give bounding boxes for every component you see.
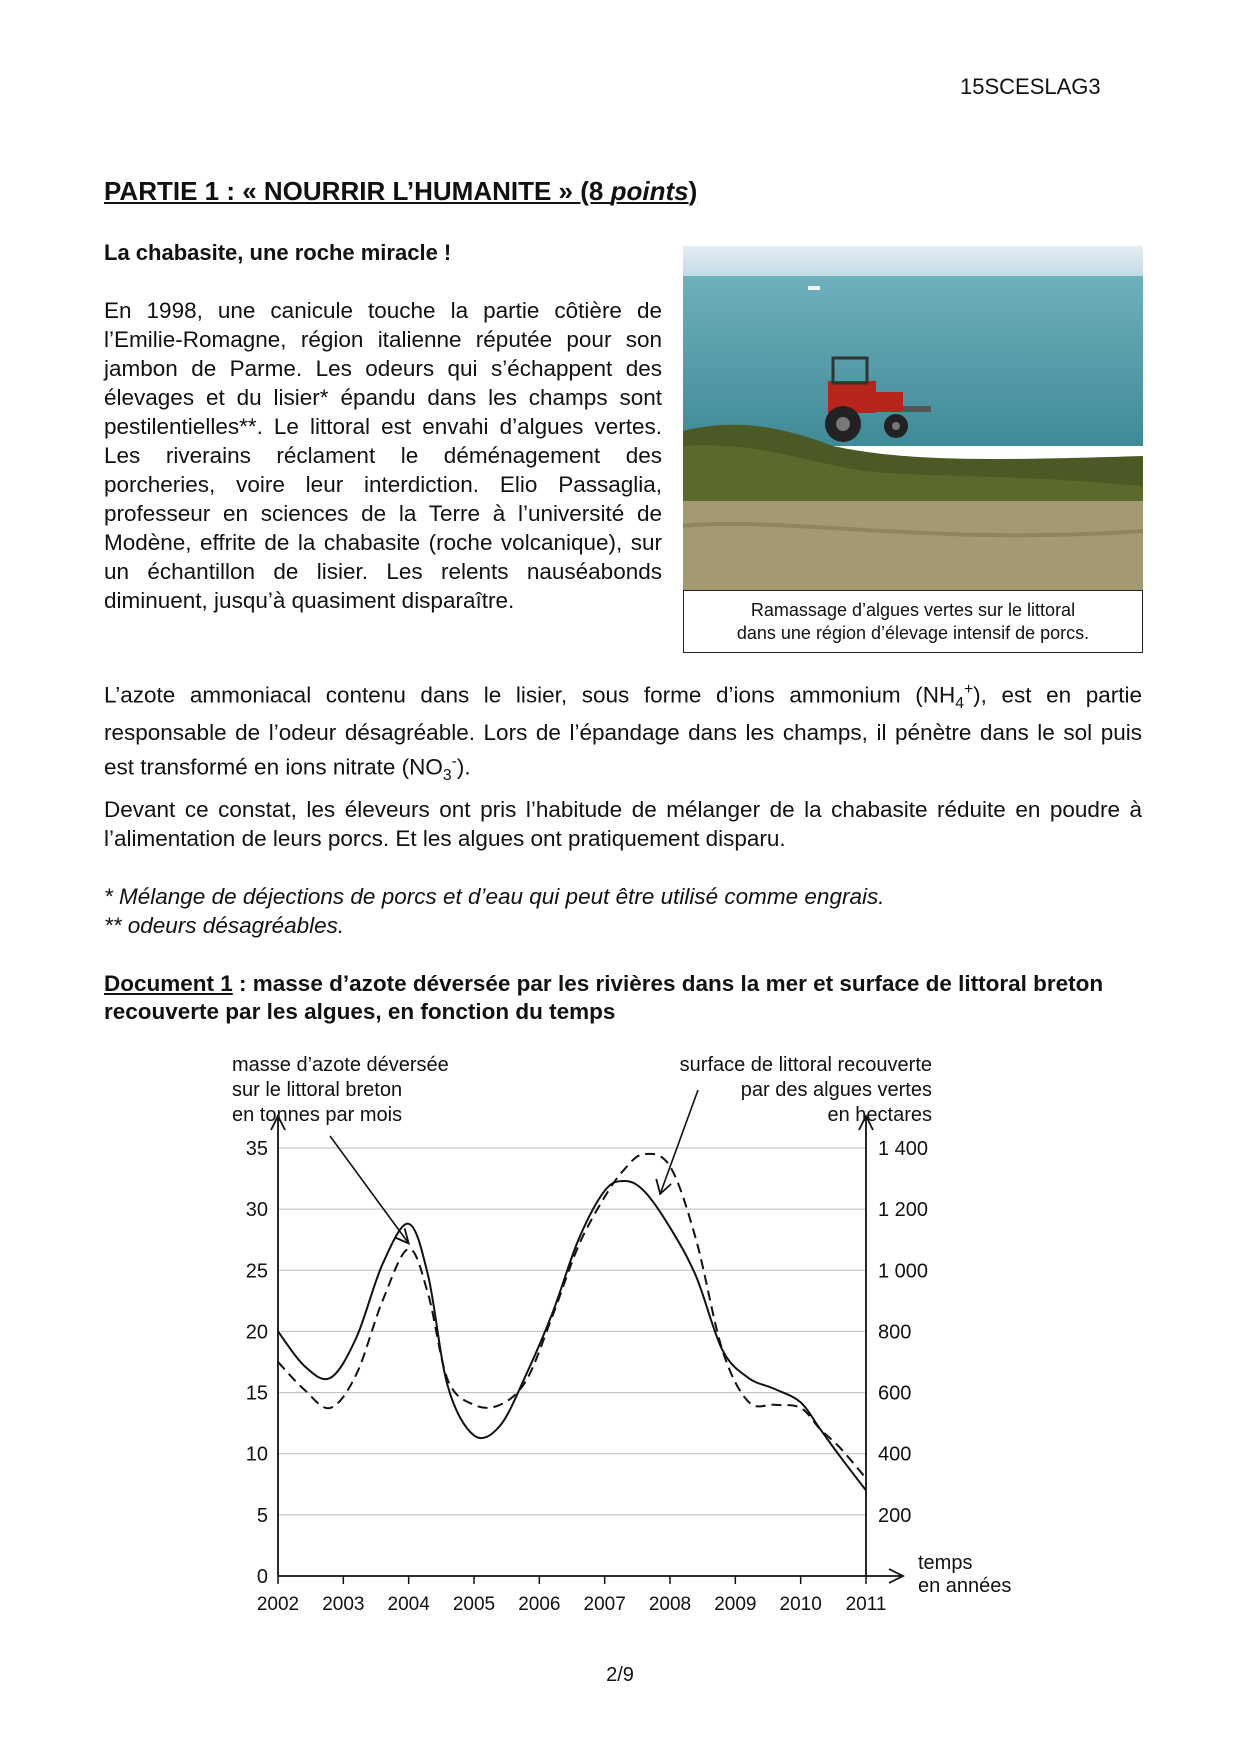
- y-left-tick-label: 25: [245, 1260, 268, 1283]
- photo-caption-line2: dans une région d’élevage intensif de porcs.: [736, 623, 1090, 643]
- y-left-tick-label: 10: [245, 1443, 268, 1466]
- x-tick-label: 2010: [779, 1594, 822, 1615]
- x-tick-label: 2003: [322, 1594, 365, 1615]
- x-axis-label-line: en années: [918, 1575, 1012, 1597]
- document-code: 15SCESLAG3: [960, 74, 1101, 99]
- para1-text-b: ), est en partie responsable de l’odeur désagréable. Lors de l’épandage dans les champs, il pénètre dans le sol puis est transformé en ions nitrate (NO: [104, 682, 1142, 780]
- y-right-tick-label: 800: [878, 1321, 912, 1344]
- y-right-tick-label: 200: [878, 1504, 912, 1527]
- para1-sub-3: 3: [442, 767, 452, 784]
- section-title-italic: points: [610, 176, 689, 206]
- para1-sup-plus: +: [963, 681, 974, 698]
- photo-caption-line1: Ramassage d’algues vertes sur le littoral: [750, 600, 1076, 620]
- x-tick-label: 2004: [387, 1594, 430, 1615]
- y-left-tick-label: 15: [245, 1382, 268, 1405]
- right-axis-label-line: en hectares: [827, 1104, 932, 1126]
- y-right-tick-label: 1 000: [878, 1260, 929, 1283]
- x-tick-label: 2007: [583, 1594, 626, 1615]
- pointer-arrow-azote: [330, 1136, 409, 1243]
- x-axis-label-line: temps: [918, 1552, 973, 1574]
- y-left-tick-label: 35: [245, 1138, 268, 1160]
- footnote-1: * Mélange de déjections de porcs et d’eau qui peut être utilisé comme engrais.: [104, 884, 885, 909]
- series-line-azote: [278, 1181, 866, 1490]
- x-tick-label: 2005: [452, 1594, 496, 1615]
- x-tick-label: 2006: [518, 1594, 561, 1615]
- footnote-2: ** odeurs désagréables.: [104, 913, 345, 938]
- section-title-end: ): [688, 176, 698, 206]
- section-title-main: PARTIE 1 : « NOURRIR L’HUMANITE » (8: [104, 176, 611, 206]
- y-left-tick-label: 30: [245, 1199, 268, 1222]
- intro-paragraph: En 1998, une canicule touche la partie côtière de l’Emilie-Romagne, région italienne réputée pour son jambon de Parme. Les odeurs qui s’échappent des élevages et du lisier* épandu dans les champs sont pestilentielles**. Le littoral est envahi d’algues vertes. Les riverains réclament le déménagement des porcheries, voire leur interdiction. Elio Passaglia, professeur en sciences de la Terre à l’université de Modène, effrite de la chabasite (roche volcanique), sur un échantillon de lisier. Les relents nauséabonds diminuent, jusqu’à quasiment disparaître.: [104, 298, 662, 613]
- left-axis-label-line: masse d’azote déversée: [232, 1054, 449, 1076]
- para1-sup-minus: -: [451, 753, 457, 770]
- left-axis-label-line: sur le littoral breton: [232, 1079, 403, 1101]
- x-tick-label: 2011: [845, 1594, 887, 1615]
- document-1-title-text: : masse d’azote déversée par les rivières dans la mer et surface de littoral breton recouverte par les algues, en fonction du temps: [104, 971, 1104, 1024]
- y-right-tick-label: 400: [878, 1443, 912, 1466]
- left-axis-label-line: en tonnes par mois: [232, 1104, 403, 1126]
- x-tick-label: 2009: [714, 1594, 757, 1615]
- right-axis-label-line: par des algues vertes: [740, 1079, 932, 1101]
- x-tick-label: 2002: [256, 1594, 300, 1615]
- pointer-arrow-algae: [660, 1090, 698, 1194]
- right-axis-label-line: surface de littoral recouverte: [679, 1054, 932, 1076]
- breeders-paragraph: Devant ce constat, les éleveurs ont pris l’habitude de mélanger de la chabasite réduite en poudre à l’alimentation de leurs porcs. Et les algues ont pratiquement disparu.: [104, 797, 1142, 851]
- x-tick-label: 2008: [648, 1594, 692, 1615]
- y-right-tick-label: 1 400: [878, 1138, 929, 1160]
- document-1-label: Document 1: [104, 971, 233, 996]
- y-left-tick-label: 20: [245, 1321, 268, 1344]
- para1-sub-4: 4: [955, 695, 964, 712]
- y-right-tick-label: 600: [878, 1382, 912, 1405]
- para1-text-c: ).: [456, 754, 471, 780]
- series-line-algae-surface: [278, 1154, 866, 1478]
- article-title: La chabasite, une roche miracle !: [104, 240, 452, 265]
- page-number: 2/9: [606, 1664, 634, 1686]
- y-right-tick-label: 1 200: [878, 1199, 929, 1222]
- para1-text-a: L’azote ammoniacal contenu dans le lisier, sous forme d’ions ammonium (NH: [104, 682, 956, 708]
- y-left-tick-label: 5: [256, 1504, 268, 1527]
- y-left-tick-label: 0: [256, 1566, 268, 1588]
